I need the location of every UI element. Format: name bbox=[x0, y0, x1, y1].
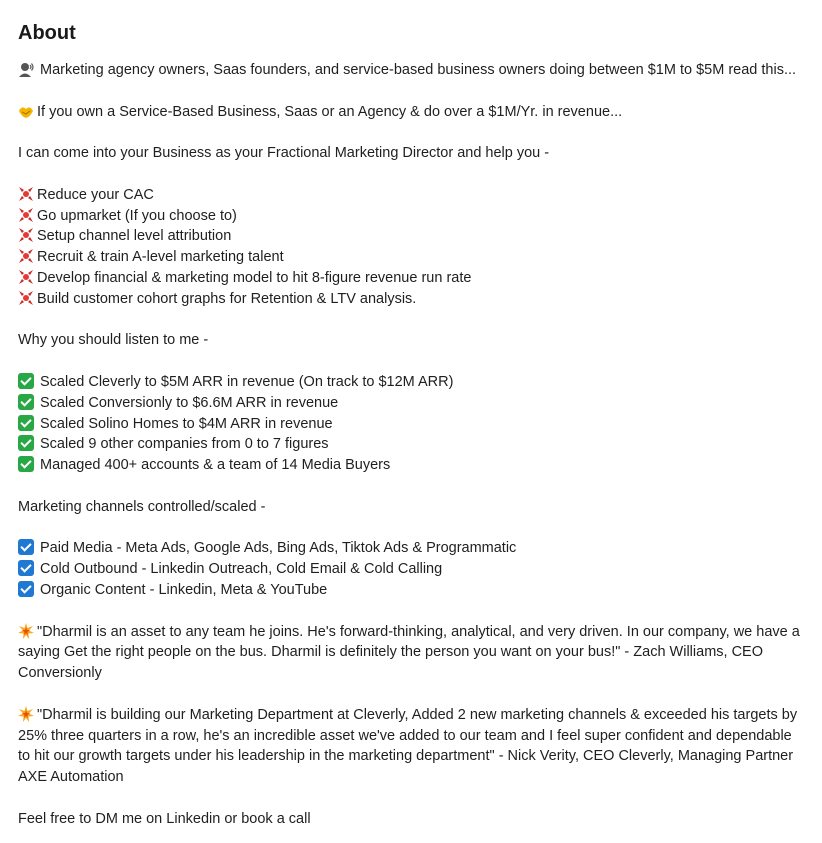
intro-line bbox=[18, 60, 804, 81]
list-item: Go upmarket (If you choose to) bbox=[18, 206, 804, 227]
green-check-icon bbox=[18, 373, 34, 389]
achievements-list bbox=[18, 372, 804, 476]
blue-check-icon bbox=[18, 539, 34, 555]
list-item: Scaled Cleverly to $5M ARR in revenue (On track to $12M ARR) bbox=[18, 372, 804, 393]
collision-icon bbox=[18, 623, 34, 639]
anger-symbol-icon bbox=[18, 186, 34, 202]
offer-line: I can come into your Business as your Fractional Marketing Director and help you - bbox=[18, 145, 550, 162]
hook-line bbox=[18, 102, 804, 123]
list-item: Paid Media - Meta Ads, Google Ads, Bing Ads, Tiktok Ads & Programmatic bbox=[18, 538, 804, 559]
list-item: Setup channel level attribution bbox=[18, 226, 804, 247]
list-item: Managed 400+ accounts & a team of 14 Media Buyers bbox=[18, 455, 804, 476]
channels-heading: Marketing channels controlled/scaled - bbox=[18, 498, 266, 515]
blue-check-icon bbox=[18, 560, 34, 576]
intro-text: Marketing agency owners, Saas founders, and service-based business owners doing between $1M to $5M read this... bbox=[40, 62, 797, 78]
green-check-icon bbox=[18, 456, 34, 472]
list-item: Scaled Conversionly to $6.6M ARR in revenue bbox=[18, 393, 804, 414]
list-item: Scaled Solino Homes to $4M ARR in revenue bbox=[18, 414, 804, 435]
list-item: Develop financial & marketing model to hit 8-figure revenue run rate bbox=[18, 268, 804, 289]
services-list bbox=[18, 185, 804, 310]
anger-symbol-icon bbox=[18, 269, 34, 285]
section-title: About bbox=[18, 22, 76, 44]
handshake-icon bbox=[18, 103, 34, 119]
person-speaking-icon bbox=[18, 61, 34, 77]
list-item: Scaled 9 other companies from 0 to 7 figures bbox=[18, 434, 804, 455]
anger-symbol-icon bbox=[18, 290, 34, 306]
testimonial-2: "Dharmil is building our Marketing Department at Cleverly, Added 2 new marketing channels & exceeded his targets by 25% three quarters in a row, he's an incredible asset we've added to our team and I feel super confident and dependable to hit our growth targets under his leadership in the marketing department" - Nick Verity, CEO Cleverly, Managing Partner AXE Automation bbox=[18, 706, 798, 786]
list-item: Cold Outbound - Linkedin Outreach, Cold Email & Cold Calling bbox=[18, 559, 804, 580]
hook-text: If you own a Service-Based Business, Saas or an Agency & do over a $1M/Yr. in revenue... bbox=[37, 103, 623, 120]
anger-symbol-icon bbox=[18, 227, 34, 243]
green-check-icon bbox=[18, 415, 34, 431]
list-item: Recruit & train A-level marketing talent bbox=[18, 247, 804, 268]
channels-list bbox=[18, 538, 804, 600]
why-heading: Why you should listen to me - bbox=[18, 332, 209, 349]
list-item: Reduce your CAC bbox=[18, 185, 804, 206]
list-item: Organic Content - Linkedin, Meta & YouTube bbox=[18, 580, 804, 601]
list-item: Build customer cohort graphs for Retention & LTV analysis. bbox=[18, 289, 804, 310]
green-check-icon bbox=[18, 435, 34, 451]
collision-icon bbox=[18, 706, 34, 722]
anger-symbol-icon bbox=[18, 248, 34, 264]
testimonial-1: "Dharmil is an asset to any team he joins. He's forward-thinking, analytical, and very driven. In our company, we have a saying Get the right people on the bus. Dharmil is definitely the person you want on your bus!" - Zach Williams, CEO Conversionly bbox=[18, 623, 800, 682]
anger-symbol-icon bbox=[18, 207, 34, 223]
cta-line: Feel free to DM me on Linkedin or book a call bbox=[18, 810, 311, 827]
green-check-icon bbox=[18, 394, 34, 410]
blue-check-icon bbox=[18, 581, 34, 597]
